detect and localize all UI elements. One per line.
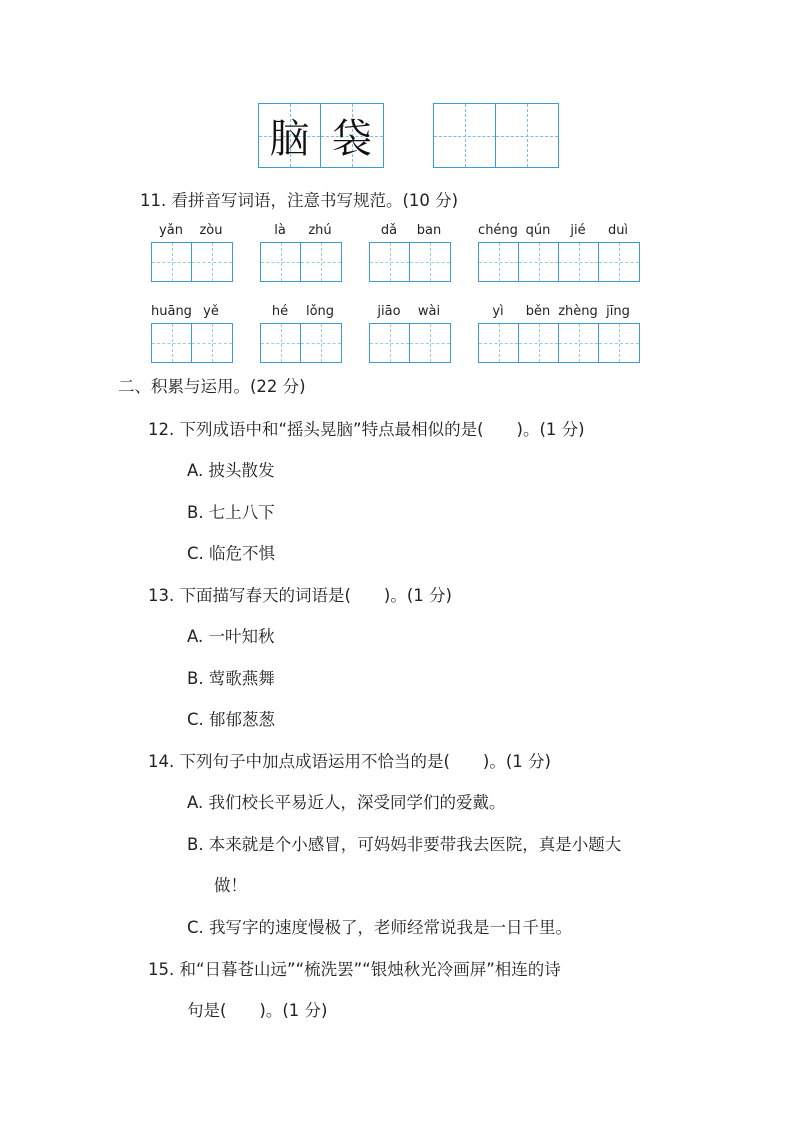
pinyin-label: duì (607, 223, 629, 238)
pinyin-group (151, 223, 233, 282)
pinyin-label: zhú (308, 223, 332, 238)
grid-cell[interactable] (370, 324, 410, 362)
option-a: A. 我们校长平易近人，深受同学们的爱戴。 (187, 793, 506, 812)
grid-cell[interactable] (301, 324, 341, 362)
section-title: 二、积累与运用。(22 分) (118, 377, 306, 396)
pinyin-group (260, 304, 342, 363)
grid-cell[interactable] (301, 243, 341, 281)
grid-cell[interactable] (192, 243, 232, 281)
option-b: B. 莺歌燕舞 (187, 669, 275, 688)
writing-grid[interactable] (369, 323, 451, 363)
option-b-continued: 做！ (214, 876, 247, 895)
pinyin-label: jié (570, 223, 586, 238)
question-15-stem-line2: 句是( )。(1 分) (187, 1001, 328, 1020)
pinyin-group (369, 304, 451, 363)
pinyin-label: hé (271, 304, 289, 319)
pinyin-label: jiāo (377, 304, 401, 319)
grid-cell[interactable] (519, 243, 559, 281)
grid-cell[interactable] (192, 324, 232, 362)
grid-cell[interactable] (410, 243, 450, 281)
pinyin-label: běn (525, 304, 551, 319)
option-a: A. 一叶知秋 (187, 627, 275, 646)
writing-grid[interactable] (478, 323, 640, 363)
question-14-stem: 14. 下列句子中加点成语运用不恰当的是( )。(1 分) (148, 752, 551, 771)
pinyin-label: ban (416, 223, 442, 238)
grid-cell (321, 104, 383, 167)
pinyin-label: wài (417, 304, 441, 319)
grid-cell[interactable] (479, 324, 519, 362)
grid-cell[interactable] (599, 324, 639, 362)
pinyin-label: lǒng (305, 304, 335, 319)
grid-cell[interactable] (559, 243, 599, 281)
option-c: C. 临危不惧 (187, 544, 276, 563)
grid-character: 脑 (269, 116, 310, 162)
writing-grid[interactable] (478, 242, 640, 282)
option-c: C. 郁郁葱葱 (187, 710, 276, 729)
pinyin-label: yě (203, 304, 219, 319)
question-13-stem: 13. 下面描写春天的词语是( )。(1 分) (148, 586, 452, 605)
grid-cell[interactable] (479, 243, 519, 281)
pinyin-label: qún (525, 223, 551, 238)
pinyin-label: jīng (606, 304, 630, 319)
option-a: A. 披头散发 (187, 461, 275, 480)
writing-grid[interactable] (151, 242, 233, 282)
grid-cell[interactable] (559, 324, 599, 362)
grid-cell[interactable] (370, 243, 410, 281)
grid-cell[interactable] (519, 324, 559, 362)
writing-grid[interactable] (369, 242, 451, 282)
pinyin-label: yǎn (159, 223, 183, 238)
answer-grid-empty[interactable] (433, 103, 559, 168)
grid-cell[interactable] (410, 324, 450, 362)
option-c: C. 我写字的速度慢极了，老师经常说我是一日千里。 (187, 918, 573, 937)
grid-cell[interactable] (152, 324, 192, 362)
pinyin-label: yì (492, 304, 504, 319)
grid-cell (259, 104, 321, 167)
grid-cell[interactable] (261, 243, 301, 281)
grid-cell[interactable] (152, 243, 192, 281)
grid-cell[interactable] (261, 324, 301, 362)
pinyin-group (478, 304, 640, 363)
pinyin-group (151, 304, 233, 363)
pinyin-group (478, 223, 640, 282)
pinyin-label: zhèng (558, 304, 598, 319)
writing-grid[interactable] (260, 242, 342, 282)
pinyin-group (369, 223, 451, 282)
pinyin-label: zòu (199, 223, 223, 238)
question-15-stem-line1: 15. 和“日暮苍山远”“梳洗罢”“银烛秋光冷画屏”相连的诗 (148, 960, 561, 979)
writing-grid[interactable] (151, 323, 233, 363)
answer-grid-filled (258, 103, 384, 168)
question-12-stem: 12. 下列成语中和“摇头晃脑”特点最相似的是( )。(1 分) (148, 420, 585, 439)
question-11-title: 11. 看拼音写词语，注意书写规范。(10 分) (140, 191, 459, 210)
grid-cell[interactable] (496, 104, 558, 167)
writing-grid[interactable] (260, 323, 342, 363)
option-b: B. 本来就是个小感冒，可妈妈非要带我去医院，真是小题大 (187, 835, 622, 854)
option-b: B. 七上八下 (187, 503, 275, 522)
pinyin-label: chéng (478, 223, 518, 238)
pinyin-label: huāng (151, 304, 192, 319)
grid-cell[interactable] (599, 243, 639, 281)
pinyin-group (260, 223, 342, 282)
pinyin-label: là (274, 223, 286, 238)
grid-cell[interactable] (434, 104, 496, 167)
grid-character: 袋 (332, 116, 372, 162)
pinyin-label: dǎ (380, 223, 398, 238)
